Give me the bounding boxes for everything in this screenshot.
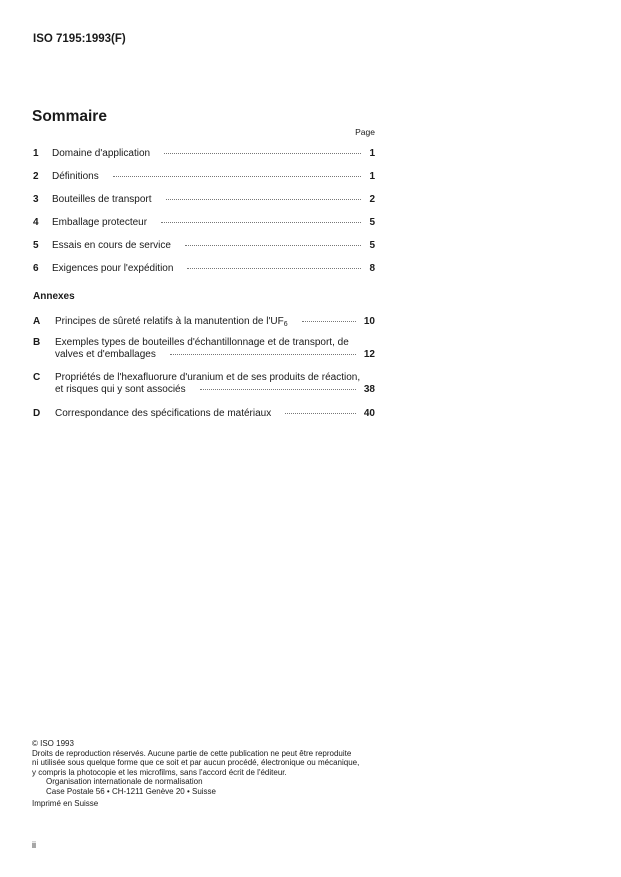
dot-leader <box>161 222 361 223</box>
toc-number: 5 <box>33 240 39 251</box>
toc-page: 8 <box>369 263 375 274</box>
toc-title: Définitions <box>52 171 99 182</box>
annex-letter: D <box>33 408 41 419</box>
toc-number: 6 <box>33 263 39 274</box>
annex-subscript: 6 <box>283 321 288 328</box>
page-number: ii <box>32 840 36 850</box>
standard-header: ISO 7195:1993(F) <box>33 33 126 45</box>
dot-leader <box>187 268 361 269</box>
copyright-notice-2: ni utilisée sous quelque forme que ce soit et par aucun procédé, électronique ou mécanique, <box>32 758 360 767</box>
dot-leader <box>113 176 362 177</box>
dot-leader <box>170 354 356 355</box>
copyright-notice-3: y compris la photocopie et les microfilms, sans l'accord écrit de l'éditeur. <box>32 767 287 777</box>
page-title: Sommaire <box>32 108 107 125</box>
annex-page: 38 <box>363 384 375 395</box>
annexes-heading: Annexes <box>33 291 75 302</box>
organization-name: Organisation internationale de normalisation <box>46 777 203 786</box>
printed-in: Imprimé en Suisse <box>32 799 99 808</box>
toc-number: 4 <box>33 217 39 228</box>
copyright-line: © ISO 1993 <box>32 739 74 748</box>
toc-title: Domaine d'application <box>52 148 151 159</box>
dot-leader <box>302 321 356 322</box>
annex-title-continued: valves et d'emballages <box>55 349 156 360</box>
copyright-block <box>32 739 382 809</box>
dot-leader <box>166 199 362 200</box>
toc-number: 3 <box>33 194 39 205</box>
annex-page: 12 <box>363 349 375 360</box>
dot-leader <box>285 413 356 414</box>
dot-leader <box>185 245 361 246</box>
dot-leader <box>200 389 356 390</box>
annex-title: Propriétés de l'hexafluorure d'uranium et de ses produits de réaction, <box>55 372 361 383</box>
annex-letter: A <box>33 316 41 327</box>
copyright-notice-1: Droits de reproduction réservés. Aucune partie de cette publication ne peut être reproduite <box>32 748 352 758</box>
annex-title: Principes de sûreté relatifs à la manutention de $l'UF_6$ <box>55 316 288 328</box>
annex-letter: B <box>33 337 41 348</box>
toc-page: 5 <box>369 240 375 251</box>
toc-number: 2 <box>33 171 39 182</box>
annex-letter: C <box>33 372 41 383</box>
annex-title: Correspondance des spécifications de matériaux <box>55 408 272 419</box>
toc-page: 5 <box>369 217 375 228</box>
toc-title: Essais en cours de service <box>52 240 171 251</box>
toc-number: 1 <box>33 148 39 159</box>
toc-title: Exigences pour l'expédition <box>52 263 174 274</box>
page-column-label: Page <box>355 127 375 137</box>
annex-title-continued: et risques qui y sont associés <box>55 384 186 395</box>
annex-page: 10 <box>363 316 375 327</box>
toc-page: 2 <box>369 194 375 205</box>
annex-title: Exemples types de bouteilles d'échantillonnage et de transport, de <box>55 337 349 348</box>
postal-address: Case Postale 56 • CH-1211 Genève 20 • Suisse <box>46 786 216 796</box>
dot-leader <box>164 153 361 154</box>
toc-title: Bouteilles de transport <box>52 194 152 205</box>
toc-page: 1 <box>369 171 375 182</box>
toc-page: 1 <box>369 148 375 159</box>
toc-title: Emballage protecteur <box>52 217 148 228</box>
annex-page: 40 <box>363 408 375 419</box>
